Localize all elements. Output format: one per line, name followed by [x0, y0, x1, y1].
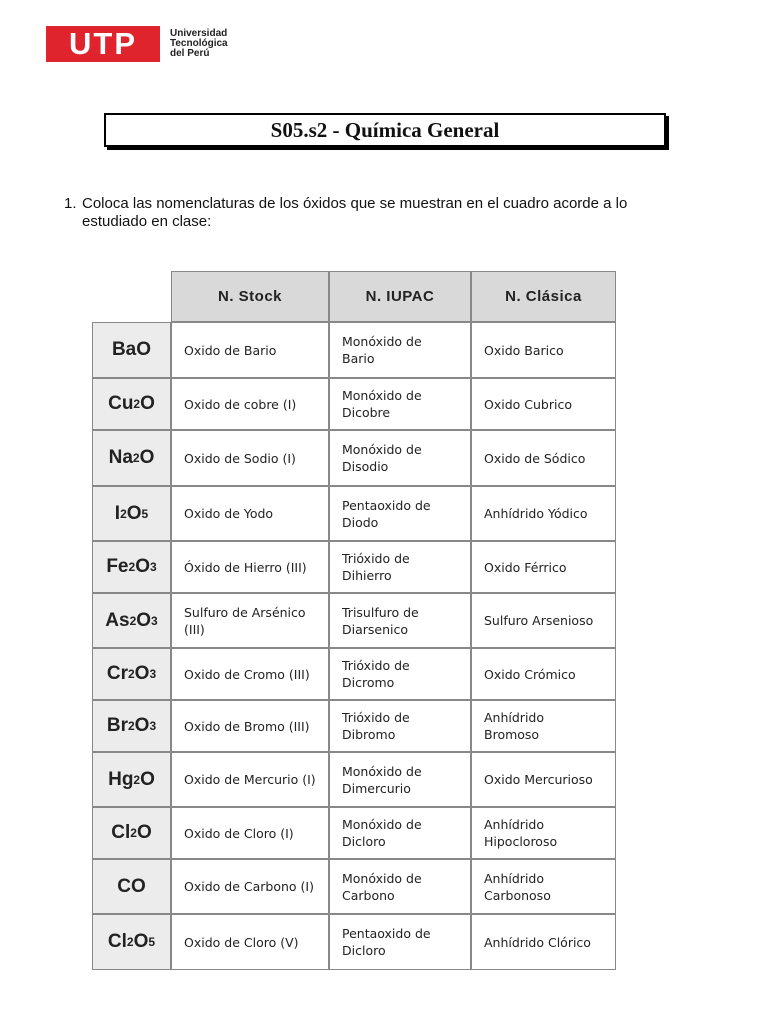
cell-iupac: Pentaoxido de Diodo: [329, 486, 471, 541]
formula-cell: CO: [92, 859, 171, 914]
utp-logo: [46, 26, 228, 62]
logo-line-3: del Perú: [170, 48, 210, 59]
cell-clasica: Oxido Barico: [471, 322, 616, 378]
formula-cell: Hg 2 O: [92, 752, 171, 807]
cell-iupac: Monóxido de Bario: [329, 322, 471, 378]
cell-stock: Oxido de Bromo (III): [171, 700, 329, 752]
cell-stock: Oxido de Cromo (III): [171, 648, 329, 700]
formula-cell: BaO: [92, 322, 171, 378]
cell-iupac: Trióxido de Dibromo: [329, 700, 471, 752]
cell-stock: Oxido de Mercurio (I): [171, 752, 329, 807]
logo-line-1: Universidad: [170, 28, 228, 39]
formula-cell: Fe 2 O 3: [92, 541, 171, 593]
cell-clasica: Anhídrido Hipocloroso: [471, 807, 616, 859]
cell-iupac: Trióxido de Dicromo: [329, 648, 471, 700]
cell-stock: Sulfuro de Arsénico (III): [171, 593, 329, 648]
cell-stock: Oxido de Bario: [171, 322, 329, 378]
document-title: S05.s2 - Química General: [104, 113, 666, 147]
formula-cell: Cu 2 O: [92, 378, 171, 430]
cell-iupac: Monóxido de Disodio: [329, 430, 471, 486]
question-1: [64, 195, 674, 231]
cell-stock: Oxido de Cloro (V): [171, 914, 329, 970]
cell-stock: Oxido de Sodio (I): [171, 430, 329, 486]
header-stock: N. Stock: [171, 271, 329, 322]
formula-cell: Cr 2 O 3: [92, 648, 171, 700]
cell-iupac: Trióxido de Dihierro: [329, 541, 471, 593]
header-clasica: N. Clásica: [471, 271, 616, 322]
formula-cell: Cl 2 O 5: [92, 914, 171, 970]
cell-stock: Oxido de Cloro (I): [171, 807, 329, 859]
cell-clasica: Anhídrido Yódico: [471, 486, 616, 541]
formula-cell: Cl 2 O: [92, 807, 171, 859]
utp-logo-mark: UTP: [46, 26, 160, 62]
cell-clasica: Oxido Férrico: [471, 541, 616, 593]
formula-cell: Br 2 O 3: [92, 700, 171, 752]
cell-stock: Óxido de Hierro (III): [171, 541, 329, 593]
cell-clasica: Oxido Crómico: [471, 648, 616, 700]
cell-iupac: Monóxido de Carbono: [329, 859, 471, 914]
cell-stock: Oxido de cobre (I): [171, 378, 329, 430]
cell-clasica: Oxido Mercurioso: [471, 752, 616, 807]
cell-clasica: Anhídrido Carbonoso: [471, 859, 616, 914]
logo-line-2: Tecnológica: [170, 38, 228, 49]
cell-iupac: Trisulfuro de Diarsenico: [329, 593, 471, 648]
cell-iupac: Monóxido de Dicobre: [329, 378, 471, 430]
formula-cell: As 2 O 3: [92, 593, 171, 648]
cell-clasica: Anhídrido Bromoso: [471, 700, 616, 752]
utp-logo-text: [170, 29, 228, 59]
cell-stock: Oxido de Carbono (I): [171, 859, 329, 914]
formula-cell: Na 2 O: [92, 430, 171, 486]
cell-stock: Oxido de Yodo: [171, 486, 329, 541]
cell-iupac: Monóxido de Dimercurio: [329, 752, 471, 807]
cell-iupac: Pentaoxido de Dicloro: [329, 914, 471, 970]
cell-clasica: Sulfuro Arsenioso: [471, 593, 616, 648]
cell-clasica: Anhídrido Clórico: [471, 914, 616, 970]
cell-clasica: Oxido Cubrico: [471, 378, 616, 430]
header-iupac: N. IUPAC: [329, 271, 471, 322]
question-text: Coloca las nomenclaturas de los óxidos que se muestran en el cuadro acorde a lo estudiado en clase:: [82, 195, 628, 230]
cell-clasica: Oxido de Sódico: [471, 430, 616, 486]
cell-iupac: Monóxido de Dicloro: [329, 807, 471, 859]
question-number: 1.: [64, 195, 77, 212]
formula-cell: I 2 O 5: [92, 486, 171, 541]
